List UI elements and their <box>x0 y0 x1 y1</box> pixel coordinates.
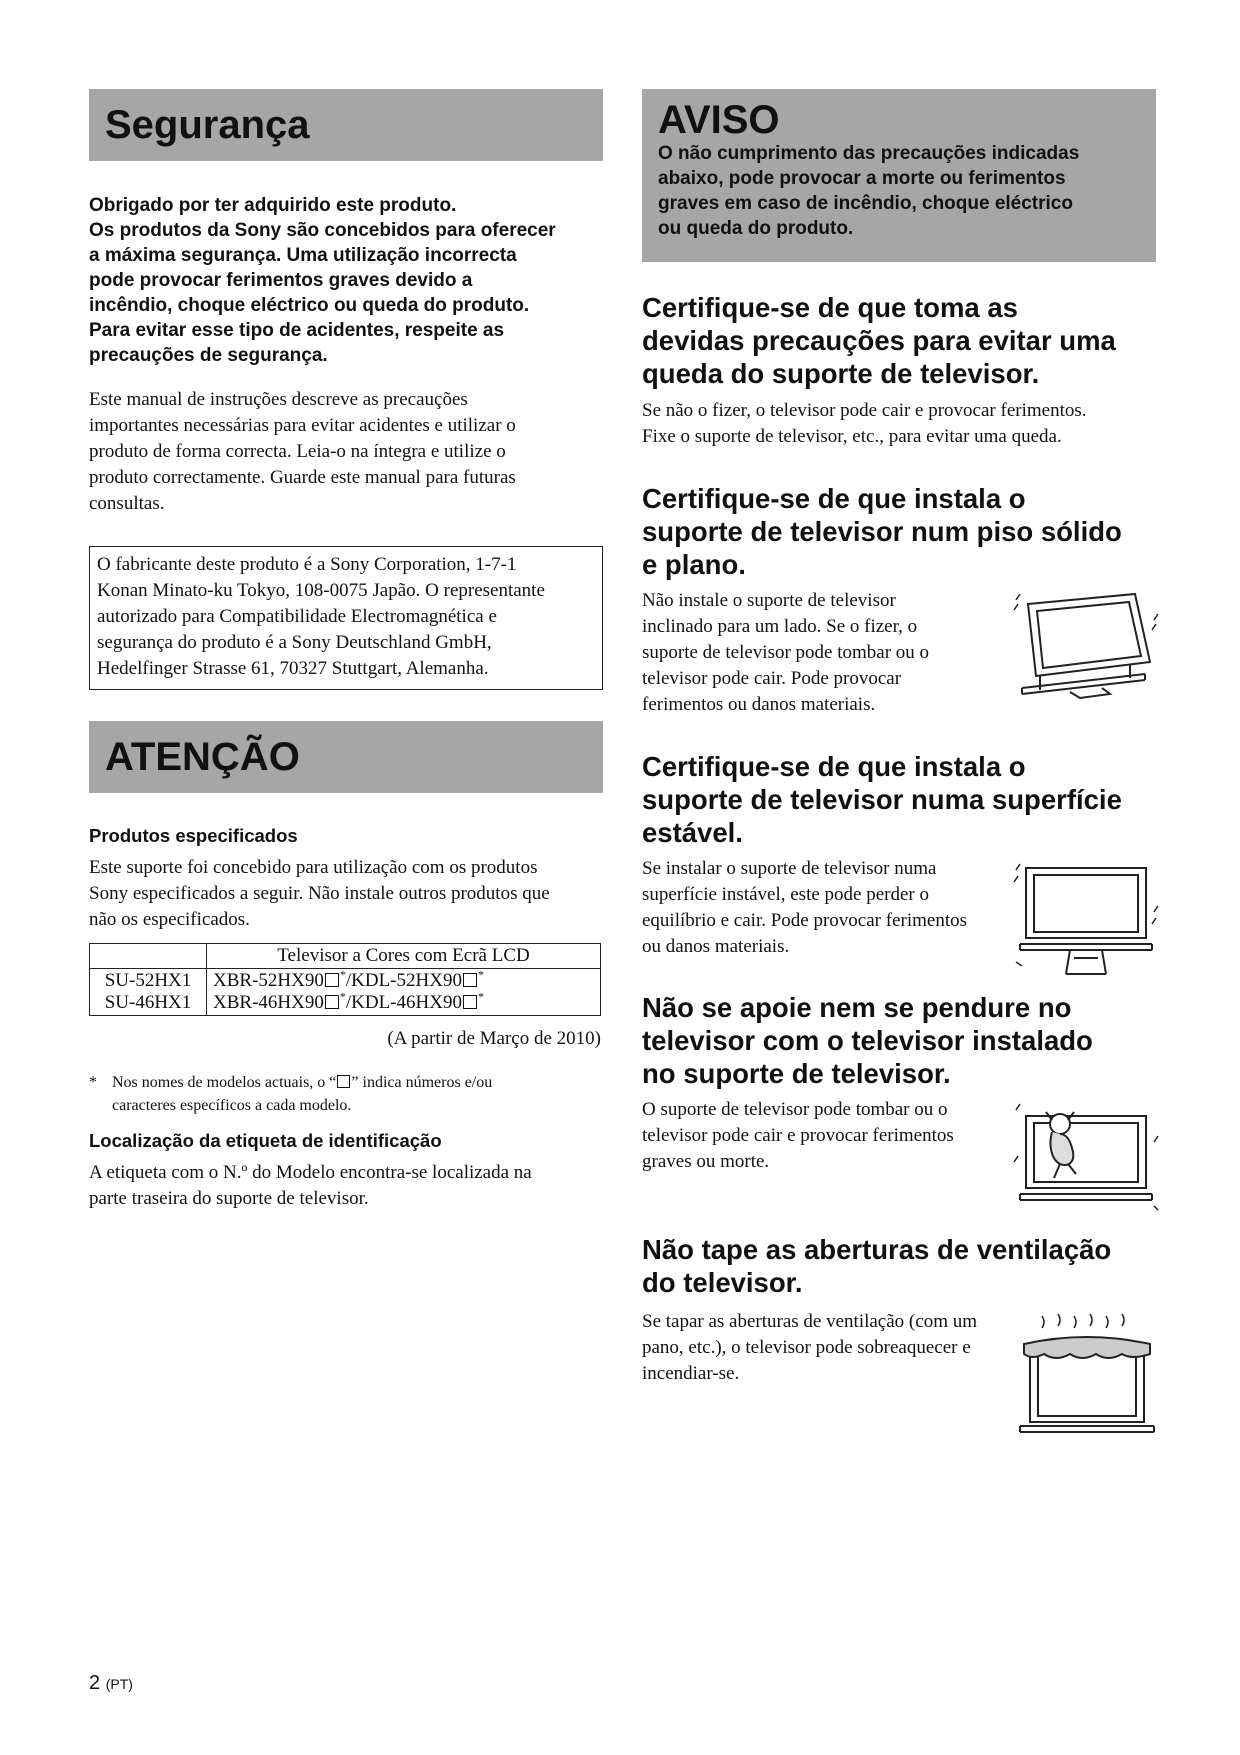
square-placeholder-icon <box>325 995 339 1009</box>
aviso-text: O não cumprimento das precauções indicadas abaixo, pode provocar a morte ou ferimentos graves em caso de incêndio, choque eléctrico ou queda do produto. <box>658 143 1080 239</box>
products-heading: Produtos especificados <box>89 825 298 846</box>
section-heading-floor: Certifique-se de que instala o suporte de televisor num piso sólido e plano. <box>642 483 1122 580</box>
section-heading-stable: Certifique-se de que instala o suporte de televisor numa superfície estável. <box>642 751 1122 848</box>
seguranca-title: Segurança <box>105 103 310 147</box>
covered-vent-tv-illustration-icon <box>1012 1310 1160 1440</box>
table-row: SU-52HX1 SU-46HX1 XBR-52HX90 */KDL-52HX90 * XBR-46HX90 */KDL-46HX90 * <box>90 969 601 1016</box>
intro-body-text: Este manual de instruções descreve as precauções importantes necessárias para evitar acidentes e utilizar o produto de forma correcta. Leia-o na íntegra e utilize o produto correctamente. Guarde este manual para futuras consultas. <box>89 389 516 514</box>
unstable-tv-illustration-icon <box>1012 862 1160 977</box>
table-header-cell: Televisor a Cores com Ecrã LCD <box>207 944 601 969</box>
manufacturer-box: O fabricante deste produto é a Sony Corporation, 1-7-1 Konan Minato-ku Tokyo, 108-0075 Japão. O representante autorizado para Compatibilidade Electromagnética e segurança do produto é a Sony Deutschland GmbH, Hedelfinger Strasse 61, 70327 Stuttgart, Alemanha. <box>89 546 603 690</box>
page-number: 2 (PT) <box>89 1672 133 1694</box>
date-note: (A partir de Março de 2010) <box>387 1028 601 1049</box>
square-placeholder-icon <box>463 973 477 987</box>
square-placeholder-icon <box>337 1075 350 1088</box>
products-body-text: Este suporte foi concebido para utilização com os produtos Sony especificados a seguir. Não instale outros produtos que não os especificados. <box>89 857 550 930</box>
label-body-text: A etiqueta com o N.º do Modelo encontra-se localizada na parte traseira do suporte de televisor. <box>89 1162 532 1209</box>
hanging-child-tv-illustration-icon <box>1012 1102 1160 1214</box>
section-body-stable: Se instalar o suporte de televisor numa superfície instável, este pode perder o equilíbrio e cair. Pode provocar ferimentos ou danos materiais. <box>642 858 968 957</box>
label-heading: Localização da etiqueta de identificação <box>89 1130 442 1151</box>
seguranca-title-bar <box>89 89 603 161</box>
square-placeholder-icon <box>325 973 339 987</box>
section-heading-vent: Não tape as aberturas de ventilação do televisor. <box>642 1234 1112 1298</box>
section-body-hang: O suporte de televisor pode tombar ou o televisor pode cair e provocar ferimentos graves ou morte. <box>642 1099 954 1172</box>
section-heading-fall: Certifique-se de que toma as devidas precauções para evitar uma queda do suporte de televisor. <box>642 292 1116 389</box>
section-body-fall: Se não o fizer, o televisor pode cair e provocar ferimentos. Fixe o suporte de televisor, etc., para evitar uma queda. <box>642 400 1087 447</box>
section-body-floor: Não instale o suporte de televisor inclinado para um lado. Se o fizer, o suporte de televisor pode tombar ou o televisor pode cair. Pode provocar ferimentos ou danos materiais. <box>642 590 930 715</box>
models-table <box>89 943 601 1016</box>
section-heading-hang: Não se apoie nem se pendure no televisor com o televisor instalado no suporte de televisor. <box>642 992 1093 1089</box>
atencao-title: ATENÇÃO <box>105 735 300 779</box>
table-header-row <box>90 944 601 969</box>
square-placeholder-icon <box>463 995 477 1009</box>
aviso-title: AVISO <box>658 98 780 142</box>
tilted-tv-illustration-icon <box>1010 590 1160 700</box>
section-body-vent: Se tapar as aberturas de ventilação (com um pano, etc.), o televisor pode sobreaquecer e incendiar-se. <box>642 1311 977 1384</box>
aviso-box <box>642 89 1156 262</box>
atencao-title-bar <box>89 721 603 793</box>
intro-bold-text: Obrigado por ter adquirido este produto. Os produtos da Sony são concebidos para oferecer a máxima segurança. Uma utilização incorrecta pode provocar ferimentos graves devido a incêndio, choque eléctrico ou queda do produto. Para evitar esse tipo de acidentes, respeite as precauções de segurança. <box>89 195 556 366</box>
footnote: * Nos nomes de modelos actuais, o “ ” indica números e/ou caracteres específicos a cada modelo. <box>89 1074 493 1114</box>
